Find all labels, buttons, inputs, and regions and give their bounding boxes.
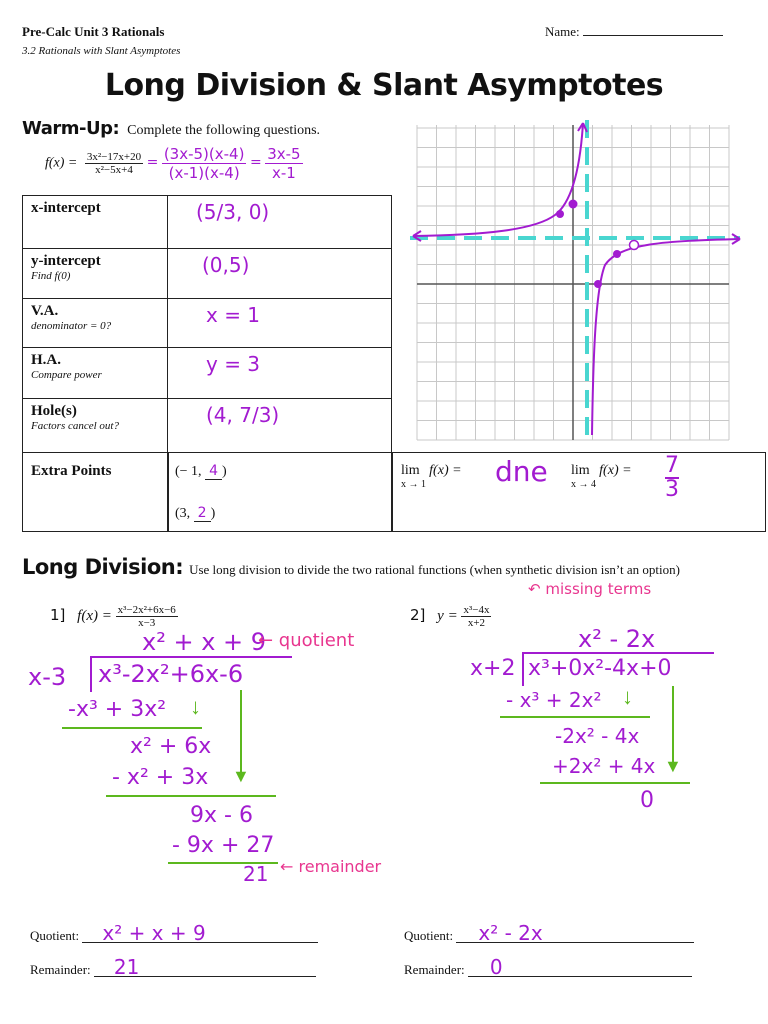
simplified-denominator: x-1 bbox=[271, 164, 296, 182]
p2-arrow-1: ↓ bbox=[622, 684, 633, 709]
p1-fraction bbox=[116, 604, 178, 629]
long-division-instruction: Use long division to divide the two rational functions (when synthetic division isn’t an option) bbox=[189, 562, 680, 577]
lim-fx: f(x) = bbox=[429, 463, 462, 478]
lesson-subtitle: 3.2 Rationals with Slant Asymptotes bbox=[22, 45, 181, 57]
point-hole bbox=[630, 241, 639, 250]
course-title: Pre-Calc Unit 3 Rationals bbox=[22, 24, 165, 39]
row-sub: Factors cancel out? bbox=[31, 420, 119, 432]
p1-dividend: x³-2x²+6x-6 bbox=[98, 660, 244, 688]
extra-points-row bbox=[22, 452, 766, 532]
lim2-den: 3 bbox=[665, 477, 679, 502]
curve-left-branch bbox=[413, 123, 583, 236]
lim2-num: 7 bbox=[665, 453, 679, 478]
warmup-table bbox=[22, 195, 392, 453]
row-sub: Compare power bbox=[31, 369, 102, 381]
answer-quotient-2[interactable] bbox=[404, 921, 694, 945]
row-answer: x = 1 bbox=[206, 303, 261, 327]
remainder-label: Remainder: bbox=[404, 962, 465, 977]
lim2-answer bbox=[665, 455, 679, 501]
quotient-label: Quotient: bbox=[30, 928, 80, 943]
row-label: y-intercept bbox=[31, 253, 101, 269]
p1-arrow-1: ↓ bbox=[190, 694, 201, 719]
function-fraction bbox=[85, 151, 143, 176]
row-label: H.A. bbox=[31, 352, 61, 368]
factored-denominator: (x-1)(x-4) bbox=[168, 164, 240, 182]
row-holes bbox=[23, 399, 392, 453]
point-extra-2 bbox=[613, 250, 621, 258]
name-field[interactable] bbox=[545, 24, 723, 40]
point-extra-1 bbox=[556, 210, 564, 218]
simplified-fraction bbox=[265, 145, 302, 182]
point2-text: (3, bbox=[175, 506, 194, 521]
p1-arrow-2: ▼ bbox=[232, 766, 250, 786]
row-sub: denominator = 0? bbox=[31, 320, 112, 332]
p2-step1: - x³ + 2x² bbox=[506, 688, 602, 712]
p2-note: ↶ missing terms bbox=[528, 580, 652, 598]
row-label: Hole(s) bbox=[31, 403, 77, 419]
row-answer: (4, 7/3) bbox=[206, 403, 280, 427]
p2-denominator: x+2 bbox=[467, 617, 486, 629]
point2-answer: 2 bbox=[194, 505, 211, 522]
lim2-sub: x → 4 bbox=[571, 479, 596, 490]
remainder-2-answer[interactable]: 0 bbox=[468, 958, 692, 977]
graph bbox=[405, 115, 745, 445]
row-label: x-intercept bbox=[31, 200, 101, 216]
p2-dividend: x³+0x²-4x+0 bbox=[528, 656, 672, 681]
warmup-instruction: Complete the following questions. bbox=[127, 123, 321, 138]
lim-word: lim bbox=[401, 463, 420, 478]
factored-fraction bbox=[162, 145, 247, 182]
row-sub: Find f(0) bbox=[31, 270, 71, 282]
function-lhs: f(x) = bbox=[45, 155, 78, 171]
p1-denominator: x−3 bbox=[138, 617, 156, 629]
p1-numerator: x³−2x²+6x−6 bbox=[117, 604, 176, 616]
quotient-label: Quotient: bbox=[404, 928, 454, 943]
row-answer: (5/3, 0) bbox=[196, 200, 270, 224]
remainder-1-answer[interactable]: 21 bbox=[94, 958, 316, 977]
p1-remainder: 21 bbox=[243, 862, 269, 886]
answer-remainder-2[interactable] bbox=[404, 955, 692, 979]
problem-2-statement bbox=[410, 604, 491, 629]
lim-word: lim bbox=[571, 463, 590, 478]
p2-lhs: y = bbox=[437, 607, 458, 624]
answer-remainder-1[interactable] bbox=[30, 955, 316, 979]
extra-points-label: Extra Points bbox=[31, 463, 112, 479]
lim-fx: f(x) = bbox=[599, 463, 632, 478]
quotient-1-answer[interactable]: x² + x + 9 bbox=[82, 924, 318, 943]
p1-rule-1 bbox=[62, 727, 202, 729]
warmup-heading-row bbox=[22, 118, 320, 139]
point-x-intercept bbox=[594, 280, 602, 288]
p1-rule-2 bbox=[106, 795, 276, 797]
p1-quotient-note: ← quotient bbox=[258, 630, 355, 651]
p2-number: 2] bbox=[410, 605, 426, 624]
point1-text: (− 1, bbox=[175, 464, 206, 479]
row-va bbox=[23, 299, 392, 348]
simplified-numerator: 3x-5 bbox=[267, 145, 301, 163]
extra-point-2: (3, 2 ) bbox=[175, 505, 216, 521]
p2-remainder: 0 bbox=[640, 788, 654, 813]
extra-point-1: (− 1, 4 ) bbox=[175, 463, 227, 479]
name-label: Name: bbox=[545, 24, 580, 39]
limit-2 bbox=[571, 463, 632, 490]
function-denominator: x²−5x+4 bbox=[95, 164, 133, 176]
p2-fraction bbox=[461, 604, 491, 629]
p2-arrow-2: ▼ bbox=[664, 756, 682, 776]
warmup-function: f(x) = $\frac{\text{3x²−17x+20}}{\text{x²−5x+4}}$ = $\frac{(3x-5)(x-4)}{(x-1)(x-4)}$ = $\frac{3x-5}{x-1}$ bbox=[45, 145, 301, 182]
remainder-label: Remainder: bbox=[30, 962, 91, 977]
p1-step3: - x² + 3x bbox=[112, 765, 209, 790]
answer-quotient-1[interactable] bbox=[30, 921, 318, 945]
p2-note-text: missing terms bbox=[545, 580, 652, 598]
p1-step1: -x³ + 3x² bbox=[68, 697, 167, 722]
row-y-intercept bbox=[23, 249, 392, 299]
p1-step4: 9x - 6 bbox=[190, 803, 253, 828]
p2-step3: +2x² + 4x bbox=[552, 754, 656, 778]
p2-rule-2 bbox=[540, 782, 690, 784]
warmup-heading: Warm-Up: bbox=[22, 118, 120, 139]
function-numerator: 3x²−17x+20 bbox=[86, 151, 142, 163]
page-title: Long Division & Slant Asymptotes bbox=[104, 68, 664, 103]
p2-rule-1 bbox=[500, 716, 650, 718]
row-answer: (0,5) bbox=[202, 253, 250, 277]
p1-divisor: x-3 bbox=[28, 663, 67, 691]
p1-remainder-note: ← remainder bbox=[280, 857, 382, 876]
p1-quotient-line: x² + x + 9 bbox=[142, 628, 267, 656]
curve-right-branch bbox=[592, 239, 740, 435]
limit-1 bbox=[401, 463, 462, 490]
point-y-intercept bbox=[569, 200, 578, 209]
row-ha bbox=[23, 348, 392, 399]
factored-numerator: (3x-5)(x-4) bbox=[163, 145, 245, 163]
lim1-sub: x → 1 bbox=[401, 479, 426, 490]
long-division-heading-row bbox=[22, 555, 680, 579]
problem-1-statement bbox=[50, 604, 178, 629]
row-answer: y = 3 bbox=[206, 352, 261, 376]
point1-answer: 4 bbox=[205, 463, 222, 480]
quotient-2-answer[interactable]: x² - 2x bbox=[456, 924, 694, 943]
p1-step2: x² + 6x bbox=[130, 734, 212, 759]
name-blank[interactable] bbox=[583, 35, 723, 36]
long-division-heading: Long Division: bbox=[22, 555, 184, 579]
p1-lhs: f(x) = bbox=[77, 607, 112, 624]
p1-step5: - 9x + 27 bbox=[172, 833, 275, 858]
lim1-answer: dne bbox=[495, 455, 548, 488]
p2-step2: -2x² - 4x bbox=[555, 724, 640, 748]
p1-number: 1] bbox=[50, 605, 66, 624]
row-x-intercept bbox=[23, 196, 392, 249]
p2-divisor: x+2 bbox=[470, 656, 516, 681]
p2-arrow-2-shaft bbox=[672, 686, 674, 766]
p2-quotient-line: x² - 2x bbox=[578, 625, 656, 653]
p2-numerator: x³−4x bbox=[463, 604, 490, 616]
row-label: V.A. bbox=[31, 303, 59, 319]
